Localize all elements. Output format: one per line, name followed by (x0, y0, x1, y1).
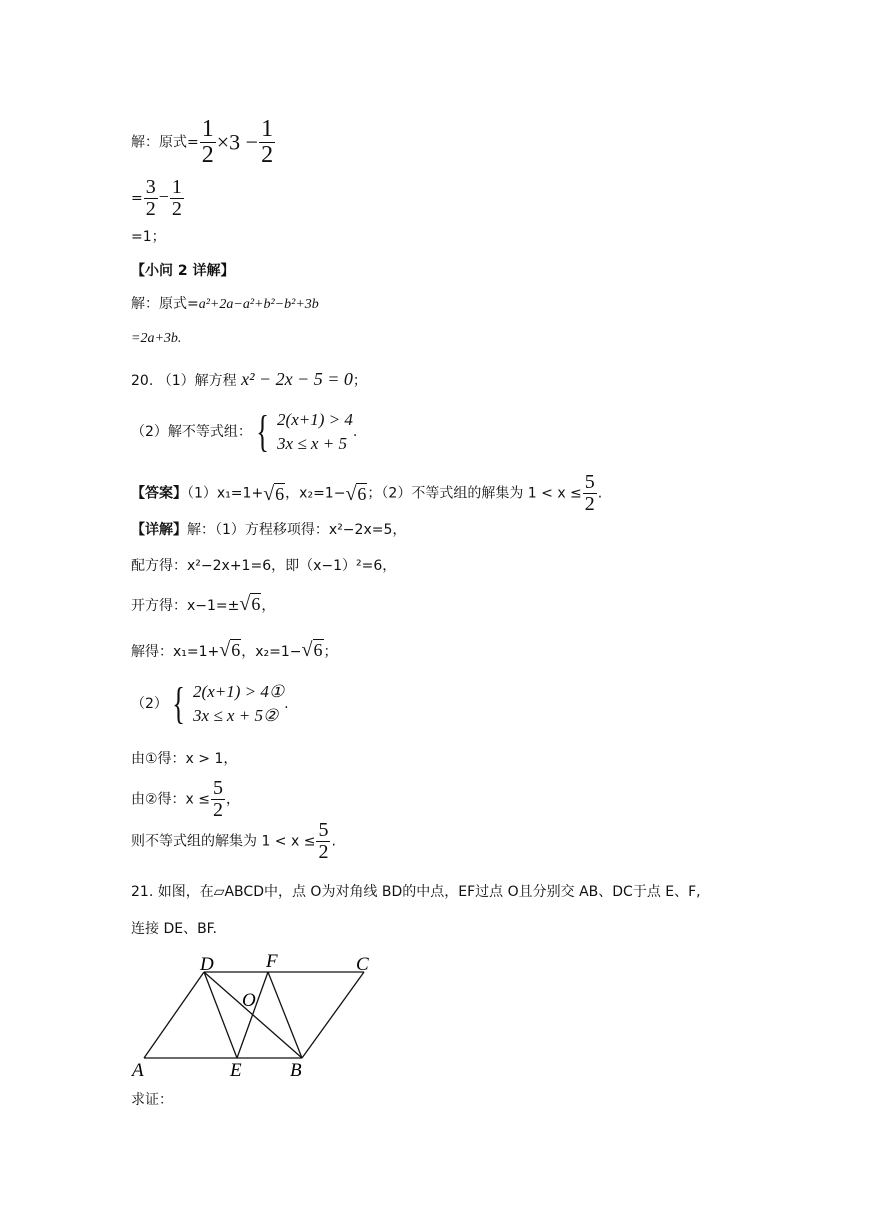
equation-1: x² − 2x − 5 = 0 (241, 369, 353, 389)
detail-from-1: 由①得：x > 1， (131, 751, 238, 767)
fraction-one-half-2: $\frac{1}{2}$ (261, 116, 274, 169)
label-F: F (266, 951, 278, 972)
inequality-system: { 2(x+1) > 4 3x ≤ x + 5 (256, 407, 353, 456)
fraction-five-halves: $\frac{5}{2}$ (584, 471, 595, 515)
fraction-one-half: $\frac{1}{2}$ (201, 116, 214, 169)
inequality-system-numbered: { 2(x+1) > 4① 3x ≤ x + 5② (172, 679, 285, 728)
detail-line-4: 解得：x₁=1+√6，x₂=1−√6； (131, 639, 338, 661)
sub2-line-2: =2a+3b. (131, 331, 182, 346)
label-B: B (290, 1060, 302, 1080)
label-D: D (200, 954, 214, 975)
detail-from-2: 由②得：x ≤ $\frac{5}{2}$ ， (131, 777, 241, 821)
label-A: A (132, 1060, 144, 1080)
detail-line-1: 【详解】解：（1）方程移项得：x²−2x=5， (131, 522, 407, 538)
parallelogram-figure (128, 950, 378, 1080)
label-E: E (230, 1060, 242, 1080)
fraction-one-half-3: $\frac{1}{2}$ (171, 176, 182, 220)
detail-line-3: 开方得：x−1=±√6， (131, 593, 276, 615)
sub2-line-1: 解：原式=a²+2a−a²+b²−b²+3b (131, 296, 319, 312)
label-O: O (242, 990, 256, 1011)
answer-label: 【答案】 (131, 485, 187, 502)
label-C: C (356, 954, 369, 975)
q21-line-2: 连接 DE、BF. (131, 921, 217, 937)
sqrt-six: √6 (263, 482, 285, 505)
solution-line-1 (131, 117, 276, 168)
q20-part2: （2）解不等式组： { 2(x+1) > 4 3x ≤ x + 5 . (131, 407, 358, 456)
solve-label: 解：原式= (131, 134, 199, 151)
solution-result: =1； (131, 229, 166, 245)
sub-question-2-heading: 【小问 2 详解】 (131, 263, 235, 279)
sqrt-six-2: √6 (345, 482, 367, 505)
detail-conclusion: 则不等式组的解集为 1 < x ≤ $\frac{5}{2}$ . (131, 819, 336, 863)
times-three-minus: ×3 − (216, 129, 259, 155)
detail-label: 【详解】 (131, 522, 187, 538)
detail-system: （2） { 2(x+1) > 4① 3x ≤ x + 5② . (131, 679, 289, 728)
solution-line-2: = $\frac{3}{2}$ − $\frac{1}{2}$ (131, 176, 182, 220)
q20-part1: 20. （1）解方程 x² − 2x − 5 = 0； (131, 369, 367, 389)
prove-label: 求证： (131, 1092, 173, 1108)
detail-line-2: 配方得：x²−2x+1=6，即（x−1）²=6， (131, 558, 397, 574)
q21-line-1: 21. 如图，在▱ABCD中，点 O为对角线 BD的中点，EF过点 O且分别交 AB、DC于点 E、F, (131, 884, 701, 900)
fraction-three-halves: $\frac{3}{2}$ (145, 176, 156, 220)
answer-line: 【答案】（1）x₁=1+√6，x₂=1−√6；（2）不等式组的解集为 1 < x ≤ $\frac{5}{2}$ . (131, 471, 603, 515)
